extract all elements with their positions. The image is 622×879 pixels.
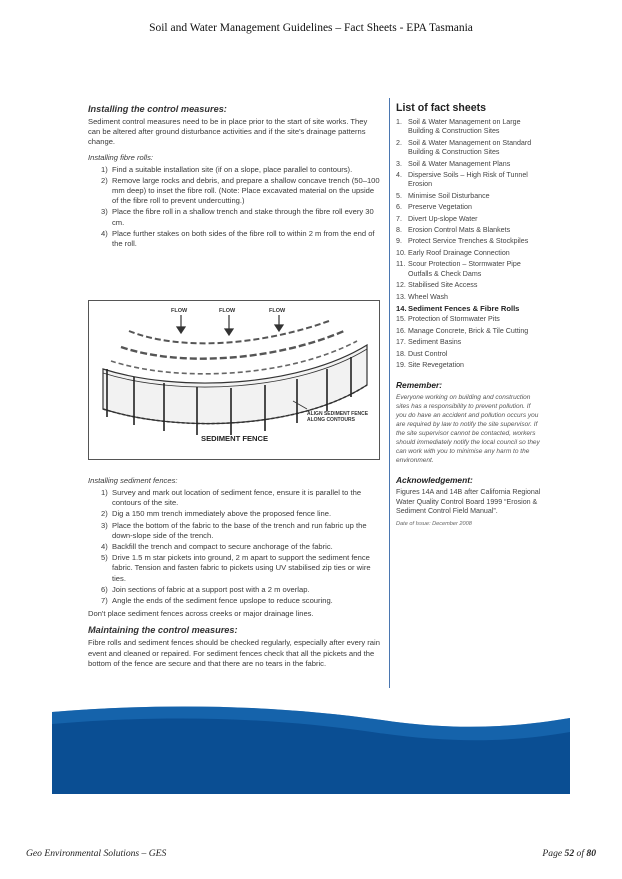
fact-sheets-list: [396, 118, 542, 370]
list-item: 2) Dig a 150 mm trench immediately above the proposed fence line.: [101, 509, 332, 519]
list-item: 4. Dispersive Soils – High Risk of Tunnel Erosion: [396, 171, 528, 189]
sidebar-divider: [389, 98, 390, 688]
maintaining-text: Fibre rolls and sediment fences should be checked regularly, especially after every rain event and cleaned or repaired. For sediment fences check that all the pickets and the bottom of the fence are secure and that there are no tears in the fabric.: [88, 638, 380, 668]
issue-date: Date of Issue: December 2008: [396, 520, 472, 527]
list-item: 5. Minimise Soil Disturbance: [396, 191, 490, 200]
page-header: Soil and Water Management Guidelines – Fact Sheets - EPA Tasmania: [149, 22, 473, 34]
list-item: 10. Early Roof Drainage Connection: [396, 248, 510, 257]
sediment-fences-steps: [101, 488, 380, 606]
list-item: 7) Angle the ends of the sediment fence upslope to reduce scouring.: [101, 596, 333, 606]
flow-label: FLOW: [269, 308, 286, 314]
footer-company: Geo Environmental Solutions – GES: [26, 848, 167, 859]
installing-intro: Sediment control measures need to be in place prior to the start of site works. They can be altered after ground disturbance activities and if the site's drainage patterns change.: [88, 117, 368, 147]
list-item: 18. Dust Control: [396, 349, 448, 358]
list-item: 7. Divert Up-slope Water: [396, 214, 478, 223]
dont-note: Don't place sediment fences across creeks or major drainage lines.: [88, 609, 314, 619]
list-item: 1) Find a suitable installation site (if on a slope, place parallel to contours).: [101, 164, 353, 174]
fibre-rolls-steps: [101, 165, 380, 250]
acknowledgement-heading: Acknowledgement:: [396, 475, 473, 486]
list-item: 4) Backfill the trench and compact to secure anchorage of the fabric.: [101, 542, 333, 552]
list-item: 3) Place the bottom of the fabric to the base of the trench and run fabric up the down-slope side of the trench.: [101, 520, 367, 540]
list-item: 16. Manage Concrete, Brick & Tile Cutting: [396, 326, 529, 335]
align-label-line2: ALONG CONTOURS: [307, 417, 355, 423]
list-item: 3) Place the fibre roll in a shallow trench and stake through the fibre roll every 30 cm.: [101, 207, 374, 227]
fact-sheet: [52, 84, 570, 794]
sediment-fence-illustration: [89, 301, 379, 459]
list-item-current: 14. Sediment Fences & Fibre Rolls: [396, 303, 520, 313]
list-item: 17. Sediment Basins: [396, 338, 462, 347]
remember-heading: Remember:: [396, 380, 443, 391]
blue-wave-band: [52, 702, 570, 794]
fences-section: [88, 476, 380, 669]
maintaining-heading: Maintaining the control measures:: [88, 625, 238, 636]
align-label-line1: ALIGN SEDIMENT FENCE: [307, 411, 369, 417]
list-item: 13. Wheel Wash: [396, 292, 448, 301]
main-column: [88, 104, 380, 668]
list-item: 2) Remove large rocks and debris, and prepare a shallow concave trench (50–100 mm deep) to inset the fibre roll. (Note: Place excavated material on the upside of the fibre roll to prevent undercutting.): [101, 175, 380, 206]
list-item: 9. Protect Service Trenches & Stockpiles: [396, 237, 529, 246]
remember-text: Everyone working on building and construction sites has a responsibility to prevent pollution. If you do have an accident and pollution occurs you are required by law to notify the site supervisor. If the site supervisor cannot be contacted, workers should immediately notify the local council so they can work with you to minimise any harm to the environment.: [396, 394, 540, 465]
fibre-rolls-subhead: Installing fibre rolls:: [88, 152, 153, 162]
list-item: 4) Place further stakes on both sides of the fibre roll to within 2 m from the end of the roll.: [101, 228, 375, 249]
figure-caption: SEDIMENT FENCE: [201, 434, 269, 443]
list-item: 3. Soil & Water Management Plans: [396, 159, 511, 168]
list-item: 19. Site Revegetation: [396, 360, 464, 369]
fact-sheets-sidebar: [396, 102, 542, 527]
list-item: 5) Drive 1.5 m star pickets into ground, 2 m apart to support the sediment fence fabric. Tension and fasten fabric to pickets using UV stabilised zip ties or wire ties.: [101, 553, 371, 583]
list-item: 6. Preserve Vegetation: [396, 203, 472, 212]
list-item: 6) Join sections of fabric at a support post with a 2 m overlap.: [101, 584, 310, 594]
flow-label: FLOW: [219, 308, 236, 314]
installing-heading: Installing the control measures:: [88, 104, 227, 114]
list-item: 1. Soil & Water Management on Large Building & Construction Sites: [396, 118, 521, 136]
list-item: 12. Stabilised Site Access: [396, 281, 478, 290]
list-item: 2. Soil & Water Management on Standard Building & Construction Sites: [396, 138, 532, 157]
acknowledgement-text: Figures 14A and 14B after California Regional Water Quality Control Board 1999 “Erosion & Sediment Control Field Manual”.: [396, 488, 541, 516]
list-item: 11. Scour Protection – Stormwater Pipe Outfalls & Check Dams: [396, 260, 521, 278]
fact-sheets-title: List of fact sheets: [396, 102, 487, 114]
list-item: 15. Protection of Stormwater Pits: [396, 315, 500, 324]
sediment-fence-figure: [88, 300, 380, 460]
page-number: Page 52 of 80: [542, 848, 596, 859]
sediment-fences-subhead: Installing sediment fences:: [88, 476, 178, 485]
list-item: 8. Erosion Control Mats & Blankets: [396, 226, 511, 235]
list-item: 1) Survey and mark out location of sediment fence, ensure it is parallel to the contours of the site.: [101, 488, 362, 508]
flow-label: FLOW: [171, 308, 188, 314]
